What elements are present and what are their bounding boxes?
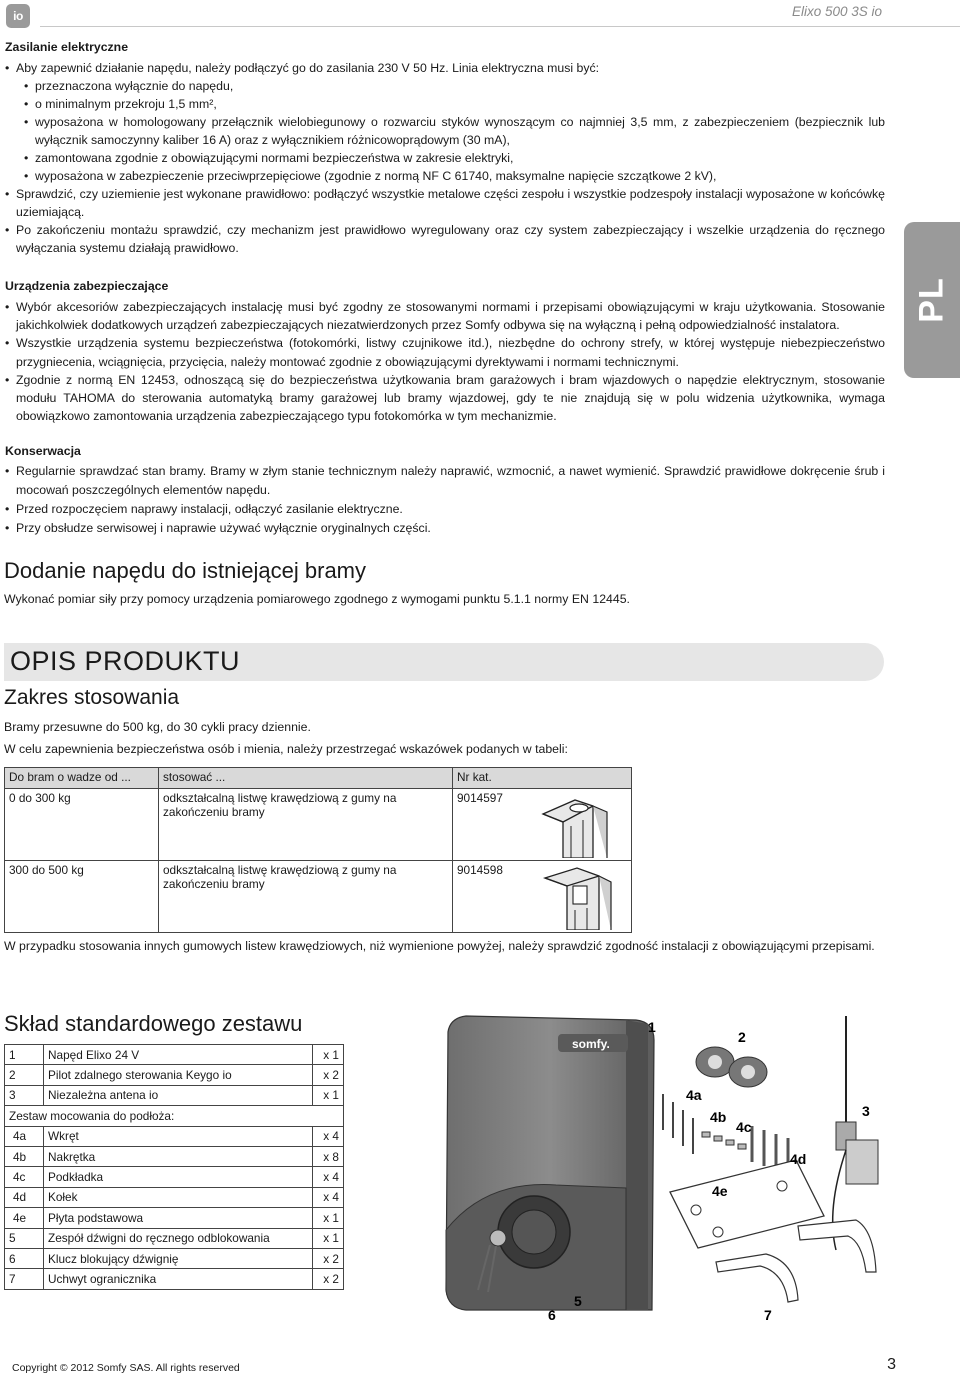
table-cell: Pilot zdalnego sterowania Keygo io: [44, 1065, 313, 1085]
language-tab: [904, 222, 960, 378]
table-cell: Podkładka: [44, 1167, 313, 1187]
table-cell: x 1: [313, 1085, 344, 1105]
table-row: [5, 1208, 344, 1228]
table-cell: odkształcalną listwę krawędziową z gumy na zakończeniu bramy: [159, 789, 453, 861]
copyright-footer: Copyright © 2012 Somfy SAS. All rights reserved: [12, 1362, 240, 1374]
antenna-icon: [833, 1016, 878, 1250]
safety-list: [5, 298, 885, 425]
table-cell: Uchwyt ogranicznika: [44, 1269, 313, 1289]
list-item: • o minimalnym przekroju 1,5 mm²,: [16, 95, 885, 113]
scope-title: Zakres stosowania: [4, 686, 180, 709]
label-4c: 4c: [736, 1119, 752, 1135]
table-cell: 7: [5, 1269, 44, 1289]
table-row: [5, 1106, 344, 1126]
list-item: • Przy obsłudze serwisowej i naprawie używać wyłącznie oryginalnych części.: [5, 519, 885, 538]
table-row: [5, 789, 632, 861]
list-item: • Zgodnie z normą EN 12453, odnoszącą się do bezpieczeństwa użytkowania bram garażowych i bram wjazdowych o napędzie elektrycznym, stosowanie modułu TAHOMA do sterowania automatyką bramy garażowej lub bramy wjazdowej, gdy te nie znajdują się w polu widzenia użytkownika, wymaga obowiązkowo zamontowania urządzenia zabezpieczającego typu fotokomórka w tym mechanizmie.: [5, 371, 885, 426]
table-row: [5, 1045, 344, 1065]
language-tab-label: PL: [912, 277, 951, 323]
list-item: • Regularnie sprawdzać stan bramy. Bramy w złym stanie technicznym należy naprawić, wzmocnić, a nawet wymienić. Sprawdzić prawidłowe dokręcenie śrub i mocowań poszczególnych elementów napędu.: [5, 462, 885, 500]
kit-illustration: [426, 1010, 896, 1340]
table-cell: x 2: [313, 1248, 344, 1268]
table-cell: 4e: [5, 1208, 44, 1228]
page-number: 3: [887, 1356, 896, 1373]
list-item: • wyposażona w homologowany przełącznik wielobiegunowy o rozwarciu styków wynoszącym co najmniej 3,5 mm, z zabezpieczeniem (bezpiecznik lub wyłącznik samoczynny kaliber 16 A) oraz z wyłącznikiem różnicowoprądowym (30 mA),: [16, 113, 885, 149]
label-4b: 4b: [710, 1109, 727, 1125]
table-cell: x 8: [313, 1146, 344, 1166]
column-header: Nr kat.: [453, 768, 632, 789]
table-cell: 300 do 500 kg: [5, 861, 159, 933]
product-section-bar: [4, 643, 884, 681]
header-divider: [40, 26, 960, 27]
edge-profile-2-icon: [535, 864, 625, 930]
table-cell: x 1: [313, 1208, 344, 1228]
label-4e: 4e: [712, 1183, 728, 1199]
motor-icon: [446, 1016, 654, 1310]
label-5: 5: [574, 1293, 582, 1309]
header-title: Elixo 500 3S io: [791, 4, 882, 19]
label-7: 7: [764, 1307, 772, 1323]
kit-table: [4, 1044, 344, 1290]
column-header: stosować ...: [159, 768, 453, 789]
label-1: 1: [648, 1019, 656, 1035]
list-item: • zamontowana zgodnie z obowiązującymi normami bezpieczeństwa w zakresie elektryki,: [16, 149, 885, 167]
table-cell: Zespół dźwigni do ręcznego odblokowania: [44, 1228, 313, 1248]
table-cell: 4c: [5, 1167, 44, 1187]
table-cell: 4b: [5, 1146, 44, 1166]
table-cell: x 1: [313, 1045, 344, 1065]
table-cell: Nakrętka: [44, 1146, 313, 1166]
table-cell: [453, 789, 632, 861]
table-cell: Klucz blokujący dźwignię: [44, 1248, 313, 1268]
kit-title: Skład standardowego zestawu: [4, 1011, 303, 1036]
screw-icon: [663, 1094, 693, 1154]
table-cell: x 4: [313, 1167, 344, 1187]
addition-text: Wykonać pomiar siły przy pomocy urządzenia pomiarowego zgodnego z wymogami punktu 5.1.1 normy EN 12445.: [4, 592, 630, 606]
table-cell: 4a: [5, 1126, 44, 1146]
power-section-title: Zasilanie elektryczne: [5, 40, 129, 54]
catalog-number: 9014597: [457, 791, 503, 805]
addition-title: Dodanie napędu do istniejącej bramy: [4, 558, 367, 583]
maintenance-list: [5, 462, 885, 538]
table-cell: x 2: [313, 1269, 344, 1289]
table-row: [5, 1065, 344, 1085]
maintenance-section-title: Konserwacja: [5, 444, 81, 458]
edge-table: [4, 767, 632, 933]
table-cell: Napęd Elixo 24 V: [44, 1045, 313, 1065]
table-row: [5, 1146, 344, 1166]
io-logo-icon: io: [6, 4, 30, 28]
list-item: [5, 59, 885, 185]
table-cell: 5: [5, 1228, 44, 1248]
table-cell: x 4: [313, 1187, 344, 1207]
power-intro: Aby zapewnić działanie napędu, należy podłączyć go do zasilania 230 V 50 Hz. Linia elektryczna musi być:: [16, 61, 600, 75]
list-item: • Wybór akcesoriów zabezpieczających instalację musi być zgodny ze stosowanymi normami i przepisami obowiązującymi w kraju użytkowania. Stosowanie jakichkolwiek dodatkowych urządzeń zabezpieczających niezatwierdzonych przez Somfy odbywa się na wyłączną i pełną odpowiedzialność instalatora.: [5, 298, 885, 334]
label-2: 2: [738, 1029, 746, 1045]
brand-label: somfy.: [572, 1037, 610, 1051]
list-item: • przeznaczona wyłącznie do napędu,: [16, 77, 885, 95]
edge-profile-1-icon: [535, 792, 625, 858]
table-cell: x 2: [313, 1065, 344, 1085]
table-row: [5, 1126, 344, 1146]
table-cell: Wkręt: [44, 1126, 313, 1146]
table-note: W przypadku stosowania innych gumowych listew krawędziowych, niż wymienione powyżej, należy sprawdzić zgodność instalacji z obowiązującymi przepisami.: [4, 939, 875, 953]
power-list: [5, 59, 885, 257]
table-cell: 4d: [5, 1187, 44, 1207]
product-section-title: OPIS PRODUKTU: [10, 646, 241, 676]
table-cell: Zestaw mocowania do podłoża:: [5, 1106, 344, 1126]
table-cell: 6: [5, 1248, 44, 1268]
table-row: [5, 1228, 344, 1248]
catalog-number: 9014598: [457, 863, 503, 877]
label-4a: 4a: [686, 1087, 702, 1103]
scope-text-2: W celu zapewnienia bezpieczeństwa osób i mienia, należy przestrzegać wskazówek podanych w tabeli:: [4, 742, 568, 756]
list-item: • Przed rozpoczęciem naprawy instalacji, odłączyć zasilanie elektryczne.: [5, 500, 885, 519]
table-row: [5, 1248, 344, 1268]
table-cell: 0 do 300 kg: [5, 789, 159, 861]
list-item: • Wszystkie urządzenia systemu bezpieczeństwa (fotokomórki, listwy czujnikowe itd.), niezbędne do ochrony strefy, w której występuje niebezpieczeństwo przygniecenia, wciągnięcia, przycięcia, należy montować zgodnie z obowiązującymi dyrektywami i normami technicznymi.: [5, 334, 885, 370]
table-cell: odkształcalną listwę krawędziową z gumy na zakończeniu bramy: [159, 861, 453, 933]
label-3: 3: [862, 1103, 870, 1119]
table-row: [5, 861, 632, 933]
table-row: [5, 1167, 344, 1187]
scope-text-1: Bramy przesuwne do 500 kg, do 30 cykli pracy dziennie.: [4, 720, 311, 734]
label-4d: 4d: [790, 1151, 807, 1167]
table-cell: 1: [5, 1045, 44, 1065]
table-row: [5, 1269, 344, 1289]
table-cell: 2: [5, 1065, 44, 1085]
list-item: • wyposażona w zabezpieczenie przeciwprzepięciowe (zgodnie z normą NF C 61740, maksymalne napięcie szczątkowe 2 kV),: [16, 167, 885, 185]
table-row: [5, 1187, 344, 1207]
table-cell: x 4: [313, 1126, 344, 1146]
table-row: [5, 1085, 344, 1105]
table-cell: [453, 861, 632, 933]
remote-icon: [696, 1047, 767, 1087]
table-cell: Kołek: [44, 1187, 313, 1207]
table-cell: 3: [5, 1085, 44, 1105]
safety-section-title: Urządzenia zabezpieczające: [5, 279, 169, 293]
table-cell: Płyta podstawowa: [44, 1208, 313, 1228]
label-6: 6: [548, 1307, 556, 1323]
table-cell: Niezależna antena io: [44, 1085, 313, 1105]
table-cell: x 1: [313, 1228, 344, 1248]
list-item: • Sprawdzić, czy uziemienie jest wykonane prawidłowo: podłączyć wszystkie metalowe części zespołu i wszystkie podzespoły instalacji wyposażone w końcówkę uziemiającą.: [5, 185, 885, 221]
table-header-row: [5, 768, 632, 789]
column-header: Do bram o wadze od ...: [5, 768, 159, 789]
list-item: • Po zakończeniu montażu sprawdzić, czy mechanizm jest prawidłowo wyregulowany oraz czy system zabezpieczający i wszelkie urządzenia do ręcznego wyłączania systemu działają prawidłowo.: [5, 221, 885, 257]
